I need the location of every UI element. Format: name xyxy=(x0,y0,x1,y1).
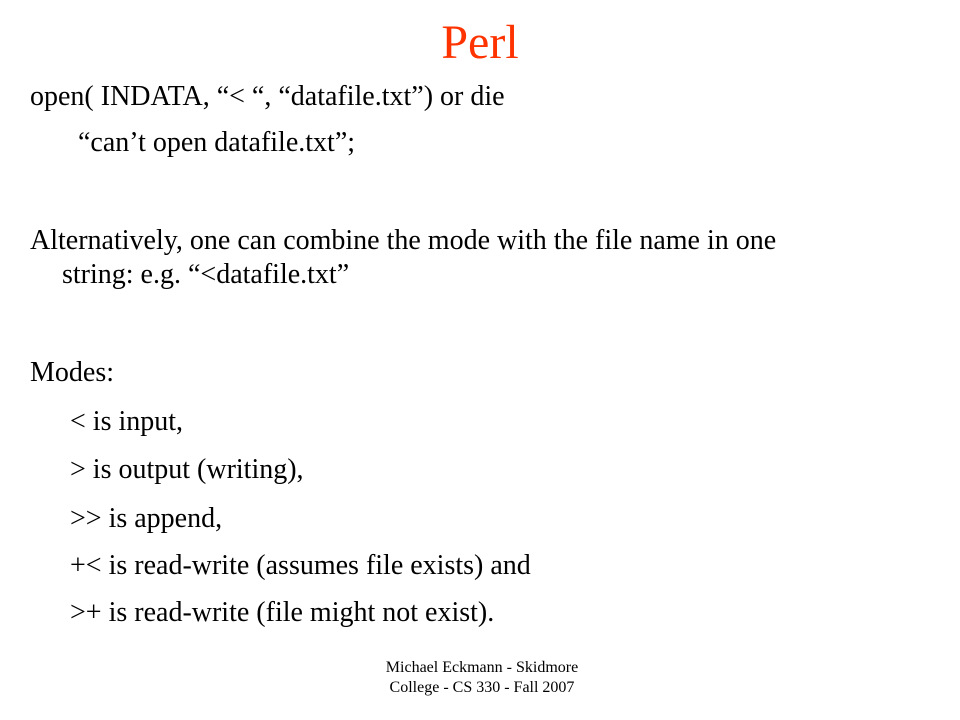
footer-line-2: College - CS 330 - Fall 2007 xyxy=(389,679,575,696)
modes-heading: Modes: xyxy=(30,357,114,388)
mode-output: > is output (writing), xyxy=(70,454,304,485)
code-line-open: open( INDATA, “< “, “datafile.txt”) or die xyxy=(30,81,505,112)
slide-title: Perl xyxy=(441,16,519,69)
mode-append: >> is append, xyxy=(70,503,223,534)
alternative-text-line-1: Alternatively, one can combine the mode with the file name in one xyxy=(30,225,777,256)
footer-line-1: Michael Eckmann - Skidmore xyxy=(385,659,579,676)
alternative-text-line-2: string: e.g. “<datafile.txt” xyxy=(62,259,350,290)
mode-input: < is input, xyxy=(70,406,184,437)
mode-read-write-existing: +< is read-write (assumes file exists) and xyxy=(70,550,531,581)
code-line-die-message: “can’t open datafile.txt”; xyxy=(78,127,356,158)
mode-read-write-create: >+ is read-write (file might not exist). xyxy=(70,597,495,628)
slide-footer xyxy=(362,658,602,698)
